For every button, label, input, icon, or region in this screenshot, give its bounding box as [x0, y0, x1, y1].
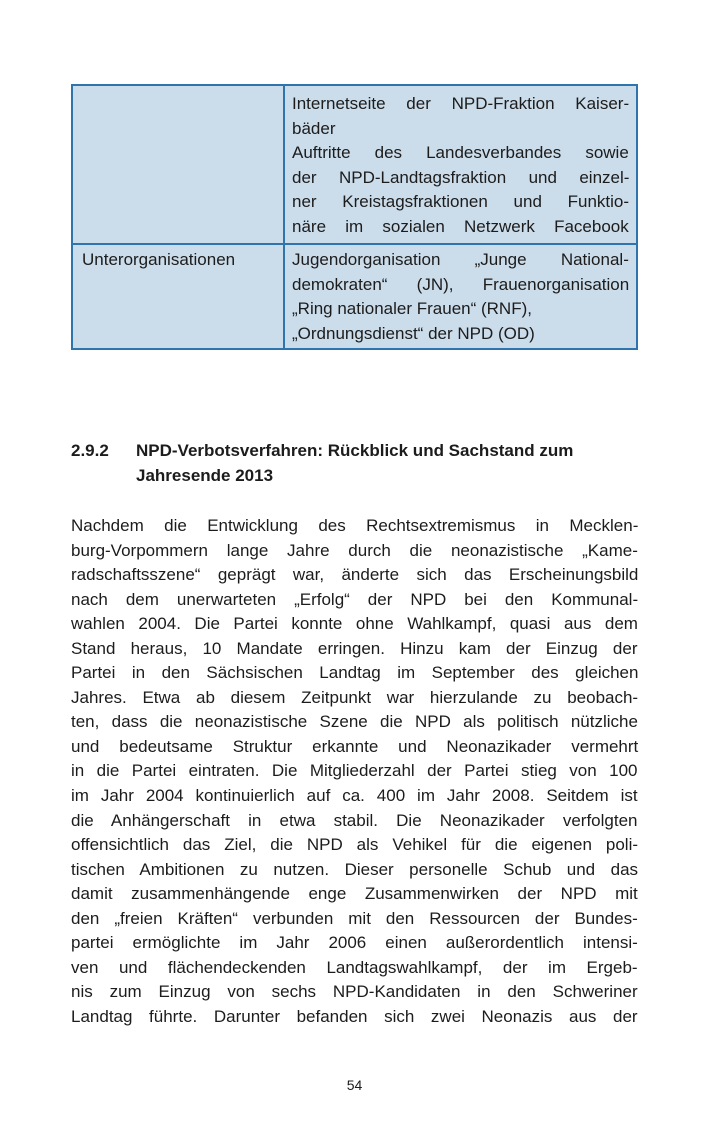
- info-table: [71, 84, 638, 350]
- body-line: die Anhängerschaft in etwa stabil. Die Neonazikader verfolgten: [71, 810, 638, 830]
- body-line: Partei in den Sächsischen Landtag im September des gleichen: [71, 663, 639, 683]
- table-cell-text: „Ring nationaler Frauen“ (RNF),: [292, 299, 532, 318]
- table-column-divider: [283, 86, 285, 348]
- body-line: den „freien Kräften“ verbunden mit den Ressourcen der Bundes-: [71, 908, 638, 928]
- body-line: in die Partei eintraten. Die Mitgliederzahl der Partei stieg von 100: [71, 761, 638, 781]
- body-line: radschaftsszene“ geprägt war, änderte sich das Erscheinungsbild: [71, 565, 639, 585]
- table-cell-text: „Ordnungsdienst“ der NPD (OD): [292, 323, 535, 343]
- table-cell-text: näre im sozialen Netzwerk Facebook: [292, 216, 629, 236]
- section-title-line: NPD-Verbotsverfahren: Rückblick und Sachstand zum: [136, 441, 574, 460]
- body-line: damit zusammenhängende enge Zusammenwirken der NPD mit: [71, 884, 638, 904]
- body-line: tischen Ambitionen zu nutzen. Dieser personelle Schub und das: [71, 859, 639, 879]
- table-cell-text: bäder: [292, 118, 336, 138]
- body-line: im Jahr 2004 kontinuierlich auf ca. 400 im Jahr 2008. Seitdem ist: [71, 786, 638, 806]
- section-number: 2.9.2: [71, 441, 109, 460]
- table-cell-text: der NPD-Landtagsfraktion und einzel-: [292, 167, 630, 187]
- body-line: burg-Vorpommern lange Jahre durch die neonazistische „Kame-: [71, 540, 638, 560]
- table-cell-text: ner Kreistagsfraktionen und Funktio-: [292, 192, 630, 211]
- table-cell-text: Internetseite der NPD-Fraktion Kaiser-: [292, 94, 630, 113]
- table-cell-text: Jugendorganisation „Junge National-: [292, 250, 629, 269]
- table-row-divider: [73, 243, 636, 245]
- body-line: wahlen 2004. Die Partei konnte ohne Wahlkampf, quasi aus dem: [71, 614, 638, 634]
- body-line: offensichtlich das Ziel, die NPD als Vehikel für die eigenen poli-: [71, 835, 639, 855]
- table-cell-text: Auftritte des Landesverbandes sowie: [292, 143, 629, 162]
- body-line: nis zum Einzug von sechs NPD-Kandidaten in den Schweriner: [71, 982, 638, 1002]
- body-line: und bedeutsame Struktur erkannte und Neonazikader vermehrt: [71, 736, 639, 756]
- body-line: nach dem unerwarteten „Erfolg“ der NPD bei den Kommunal-: [71, 589, 639, 609]
- table-cell-text: demokraten“ (JN), Frauenorganisation: [292, 274, 630, 294]
- section-title-line: Jahresende 2013: [136, 466, 274, 485]
- body-line: Stand heraus, 10 Mandate erringen. Hinzu kam der Einzug der: [71, 638, 638, 658]
- body-line: ven und flächendeckenden Landtagswahlkampf, der im Ergeb-: [71, 957, 638, 977]
- table-row-header: Unterorganisationen: [82, 250, 236, 269]
- body-paragraph: [71, 514, 638, 1029]
- body-line: Jahres. Etwa ab diesem Zeitpunkt war hierzulande zu beobach-: [71, 687, 639, 707]
- body-line: Nachdem die Entwicklung des Rechtsextremismus in Mecklen-: [71, 516, 639, 535]
- body-line: Landtag führte. Darunter befanden sich zwei Neonazis aus der: [71, 1006, 638, 1026]
- body-line: partei ermöglichte im Jahr 2006 einen außerordentlich intensi-: [71, 933, 638, 953]
- body-line: ten, dass die neonazistische Szene die NPD als politisch nützliche: [71, 712, 638, 732]
- page-number: 54: [346, 1077, 363, 1093]
